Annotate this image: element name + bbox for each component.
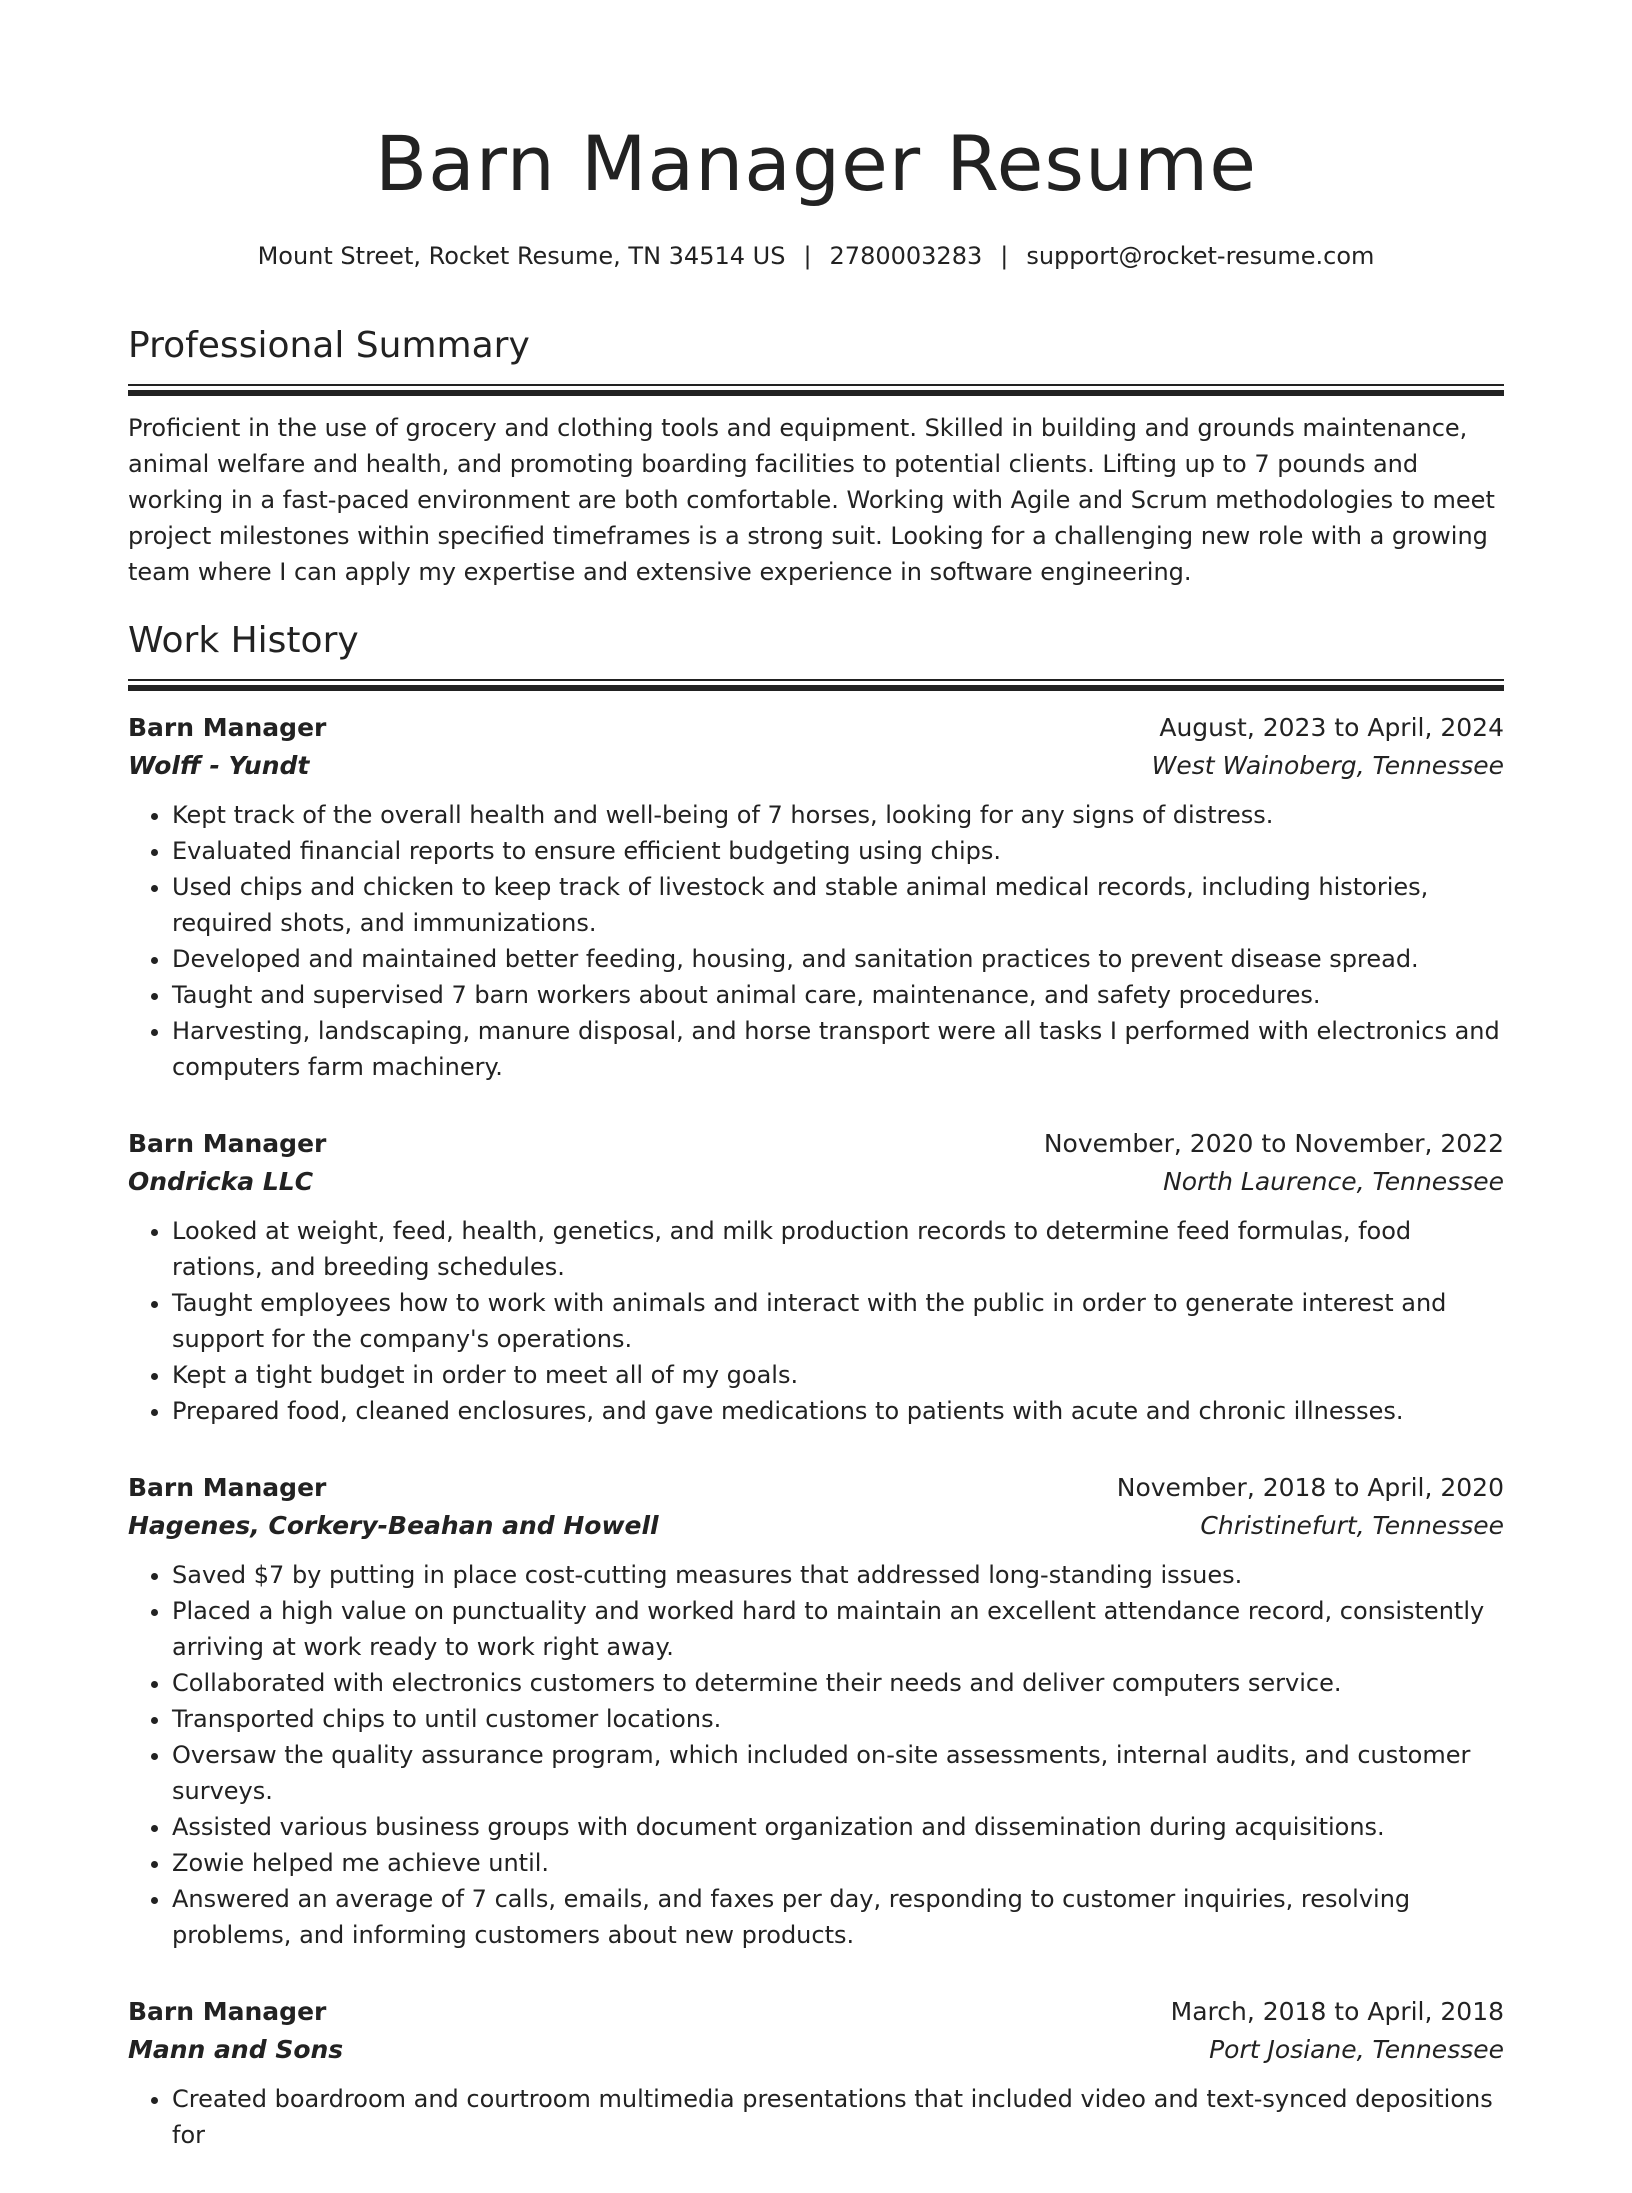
- divider-thick-line: [128, 685, 1504, 691]
- job-title: Barn Manager: [128, 1473, 327, 1502]
- divider-thick-line: [128, 390, 1504, 396]
- job-entry: [128, 709, 1504, 1085]
- job-bullet: • Kept track of the overall health and well-being of 7 horses, looking for any signs of distress.: [172, 797, 1504, 833]
- section-divider: [128, 384, 1504, 396]
- job-dates: August, 2023 to April, 2024: [1159, 713, 1504, 742]
- job-bullet: • Taught and supervised 7 barn workers about animal care, maintenance, and safety procedures.: [172, 977, 1504, 1013]
- job-header-row: [128, 1993, 1504, 2031]
- contact-phone: 2780003283: [829, 242, 983, 270]
- job-company: Mann and Sons: [128, 2035, 344, 2064]
- job-company: Ondricka LLC: [128, 1167, 314, 1196]
- job-location: Port Josiane, Tennessee: [1209, 2035, 1504, 2064]
- resume-title: Barn Manager Resume: [375, 119, 1257, 208]
- summary-text: Proficient in the use of grocery and clothing tools and equipment. Skilled in building and grounds maintenance, animal welfare and health, and promoting boarding facilities to potential clients. Lifting up to 7 pounds and working in a fast-paced environment are both comfortable. Working with Agile and Scrum methodologies to meet project milestones within specified timeframes is a strong suit. Looking for a challenging new role with a growing team where I can apply my expertise and extensive experience in software engineering.: [128, 414, 1495, 586]
- job-location: Christinefurt, Tennessee: [1200, 1511, 1504, 1540]
- job-dates: November, 2020 to November, 2022: [1043, 1129, 1504, 1158]
- contact-line: [128, 238, 1504, 274]
- job-title: Barn Manager: [128, 1129, 327, 1158]
- job-title: Barn Manager: [128, 1997, 327, 2026]
- job-bullet: • Looked at weight, feed, health, genetics, and milk production records to determine feed formulas, food rations, and breeding schedules.: [172, 1213, 1504, 1285]
- job-dates: March, 2018 to April, 2018: [1170, 1997, 1504, 2026]
- job-entry: [128, 1993, 1504, 2153]
- job-bullet: • Saved $7 by putting in place cost-cutting measures that addressed long-standing issues.: [172, 1557, 1504, 1593]
- job-entry: [128, 1469, 1504, 1953]
- job-header-row: [128, 1125, 1504, 1163]
- job-bullet: • Zowie helped me achieve until.: [172, 1845, 1504, 1881]
- job-bullet: • Transported chips to until customer locations.: [172, 1701, 1504, 1737]
- job-title: Barn Manager: [128, 713, 327, 742]
- contact-separator: |: [1000, 242, 1009, 270]
- job-bullet-list: [128, 1557, 1504, 1953]
- job-bullet: • Assisted various business groups with document organization and dissemination during acquisitions.: [172, 1809, 1504, 1845]
- job-company: Wolff - Yundt: [128, 751, 310, 780]
- job-bullet: • Placed a high value on punctuality and worked hard to maintain an excellent attendance record, consistently arriving at work ready to work right away.: [172, 1593, 1504, 1665]
- job-bullet: • Evaluated financial reports to ensure efficient budgeting using chips.: [172, 833, 1504, 869]
- section-heading-summary: Professional Summary: [128, 325, 530, 366]
- job-entry: [128, 1125, 1504, 1429]
- job-bullet: • Collaborated with electronics customers to determine their needs and deliver computers service.: [172, 1665, 1504, 1701]
- job-bullet: • Harvesting, landscaping, manure disposal, and horse transport were all tasks I performed with electronics and computers farm machinery.: [172, 1013, 1504, 1085]
- contact-separator: |: [803, 242, 812, 270]
- job-dates: November, 2018 to April, 2020: [1116, 1473, 1504, 1502]
- job-list: [128, 709, 1504, 2153]
- job-bullet-list: [128, 797, 1504, 1085]
- section-divider: [128, 679, 1504, 691]
- job-bullet-list: [128, 2081, 1504, 2153]
- job-subheader-row: [128, 2031, 1504, 2069]
- job-bullet-list: [128, 1213, 1504, 1429]
- job-subheader-row: [128, 1507, 1504, 1545]
- job-header-row: [128, 1469, 1504, 1507]
- job-bullet: • Kept a tight budget in order to meet all of my goals.: [172, 1357, 1504, 1393]
- professional-summary-section: [128, 322, 1504, 614]
- job-location: North Laurence, Tennessee: [1163, 1167, 1504, 1196]
- job-subheader-row: [128, 747, 1504, 785]
- work-history-section: [128, 617, 1504, 2193]
- job-header-row: [128, 709, 1504, 747]
- contact-email: support@rocket-resume.com: [1026, 242, 1375, 270]
- job-bullet: • Used chips and chicken to keep track of livestock and stable animal medical records, including histories, required shots, and immunizations.: [172, 869, 1504, 941]
- job-bullet: • Taught employees how to work with animals and interact with the public in order to generate interest and support for the company's operations.: [172, 1285, 1504, 1357]
- job-location: West Wainoberg, Tennessee: [1151, 751, 1504, 780]
- job-bullet: • Developed and maintained better feeding, housing, and sanitation practices to prevent disease spread.: [172, 941, 1504, 977]
- divider-thin-line: [128, 384, 1504, 386]
- job-bullet: • Answered an average of 7 calls, emails, and faxes per day, responding to customer inquiries, resolving problems, and informing customers about new products.: [172, 1881, 1504, 1953]
- section-heading-work-history: Work History: [128, 620, 359, 661]
- job-subheader-row: [128, 1163, 1504, 1201]
- contact-address: Mount Street, Rocket Resume, TN 34514 US: [257, 242, 786, 270]
- job-bullet: • Created boardroom and courtroom multimedia presentations that included video and text-synced depositions for: [172, 2081, 1504, 2153]
- job-company: Hagenes, Corkery-Beahan and Howell: [128, 1511, 659, 1540]
- job-bullet: • Oversaw the quality assurance program, which included on-site assessments, internal audits, and customer surveys.: [172, 1737, 1504, 1809]
- divider-thin-line: [128, 679, 1504, 681]
- job-bullet: • Prepared food, cleaned enclosures, and gave medications to patients with acute and chronic illnesses.: [172, 1393, 1504, 1429]
